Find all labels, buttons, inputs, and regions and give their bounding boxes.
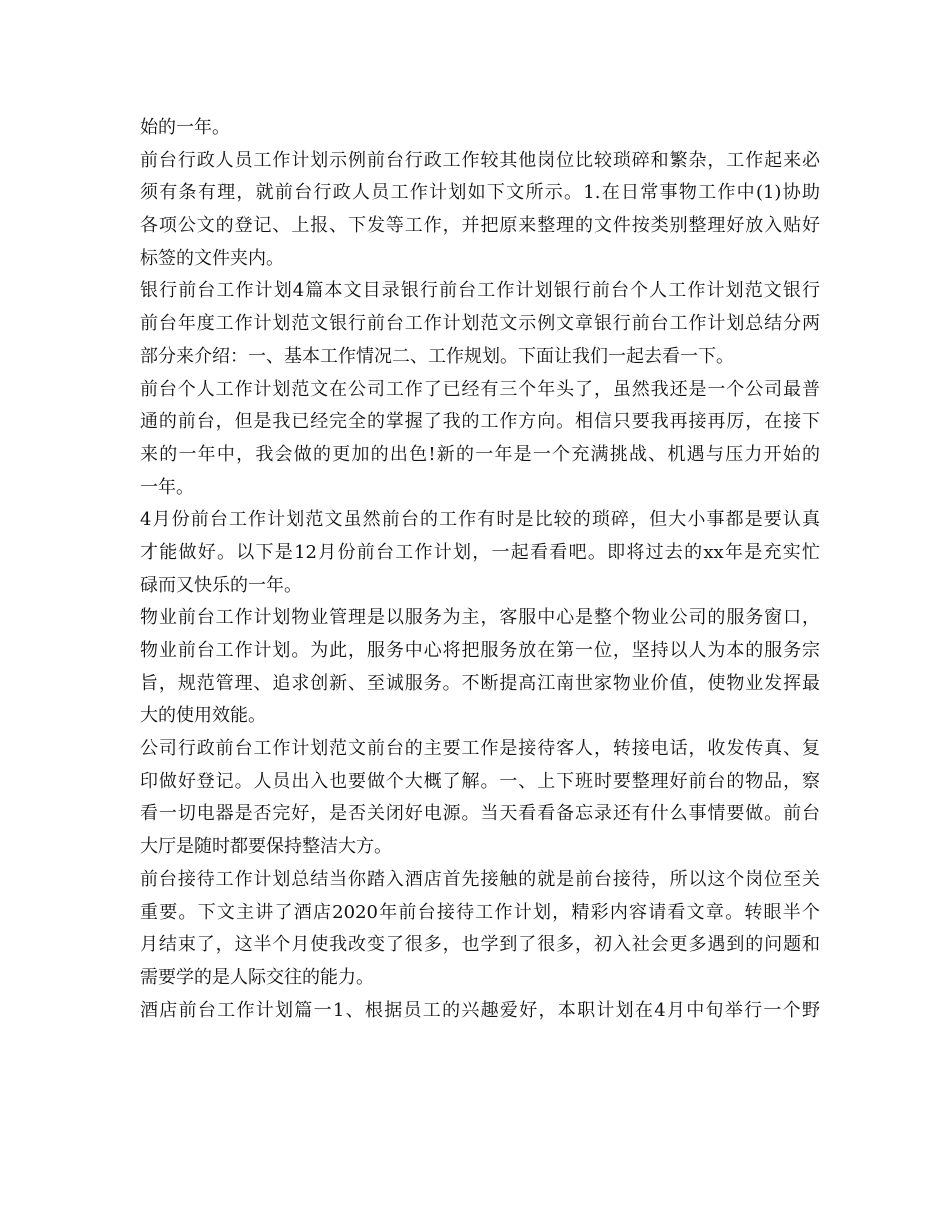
text-line: 月结束了，这半个月使我改变了很多，也学到了很多，初入社会更多遇到的问题和 <box>140 934 820 956</box>
paragraph <box>140 112 820 145</box>
text-line: 始的一年。 <box>140 117 230 138</box>
text-line: 重要。下文主讲了酒店2020年前台接待工作计划，精彩内容请看文章。转眼半个 <box>140 901 820 923</box>
text-line: 大厅是随时都要保持整洁大方。 <box>140 836 392 858</box>
paragraph <box>140 864 820 995</box>
text-line: 须有条有理，就前台行政人员工作计划如下文所示。1.在日常事物工作中(1)协助 <box>140 182 820 204</box>
paragraph <box>140 145 820 276</box>
text-line: 前台行政人员工作计划示例前台行政工作较其他岗位比较琐碎和繁杂，工作起来必 <box>140 149 820 171</box>
text-line: 部分来介绍：一、基本工作情况二、工作规划。下面让我们一起去看一下。 <box>140 345 734 367</box>
text-line: 通的前台，但是我已经完全的掌握了我的工作方向。相信只要我再接再厉，在接下 <box>140 411 820 433</box>
text-line: 碌而又快乐的一年。 <box>140 574 302 596</box>
text-line: 旨，规范管理、追求创新、至诚服务。不断提高江南世家物业价值，使物业发挥最 <box>140 672 820 694</box>
text-line: 各项公文的登记、上报、下发等工作，并把原来整理的文件按类别整理好放入贴好 <box>140 215 820 237</box>
text-line: 前台年度工作计划范文银行前台工作计划范文示例文章银行前台工作计划总结分两 <box>140 313 820 335</box>
text-line: 物业前台工作计划物业管理是以服务为主，客服中心是整个物业公司的服务窗口， <box>140 607 820 629</box>
paragraph <box>140 275 820 373</box>
text-line: 物业前台工作计划。为此，服务中心将把服务放在第一位，坚持以人为本的服务宗 <box>140 640 820 661</box>
text-line: 前台接待工作计划总结当你踏入酒店首先接触的就是前台接待，所以这个岗位至关 <box>140 868 820 890</box>
text-line: 一年。 <box>140 476 194 498</box>
paragraph <box>140 733 820 864</box>
paragraph <box>140 504 820 602</box>
text-line: 标签的文件夹内。 <box>140 247 284 269</box>
text-line: 酒店前台工作计划篇一1、根据员工的兴趣爱好，本职计划在4月中旬举行一个野 <box>140 999 820 1021</box>
text-line: 来的一年中，我会做的更加的出色!新的一年是一个充满挑战、机遇与压力开始的 <box>140 443 820 465</box>
document-body <box>140 112 820 1027</box>
text-line: 大的使用效能。 <box>140 705 266 727</box>
paragraph <box>140 374 820 505</box>
paragraph <box>140 995 820 1028</box>
paragraph <box>140 602 820 733</box>
text-line: 需要学的是人际交往的能力。 <box>140 966 374 988</box>
text-line: 公司行政前台工作计划范文前台的主要工作是接待客人，转接电话，收发传真、复 <box>140 738 820 760</box>
text-line: 印做好登记。人员出入也要做个大概了解。一、上下班时要整理好前台的物品，察 <box>140 770 820 792</box>
text-line: 才能做好。以下是12月份前台工作计划，一起看看吧。即将过去的xx年是充实忙 <box>140 541 820 563</box>
text-line: 4月份前台工作计划范文虽然前台的工作有时是比较的琐碎，但大小事都是要认真 <box>140 509 820 531</box>
text-line: 银行前台工作计划4篇本文目录银行前台工作计划银行前台个人工作计划范文银行 <box>140 280 820 302</box>
text-line: 前台个人工作计划范文在公司工作了已经有三个年头了，虽然我还是一个公司最普 <box>140 378 820 400</box>
text-line: 看一切电器是否完好，是否关闭好电源。当天看看备忘录还有什么事情要做。前台 <box>140 803 820 825</box>
